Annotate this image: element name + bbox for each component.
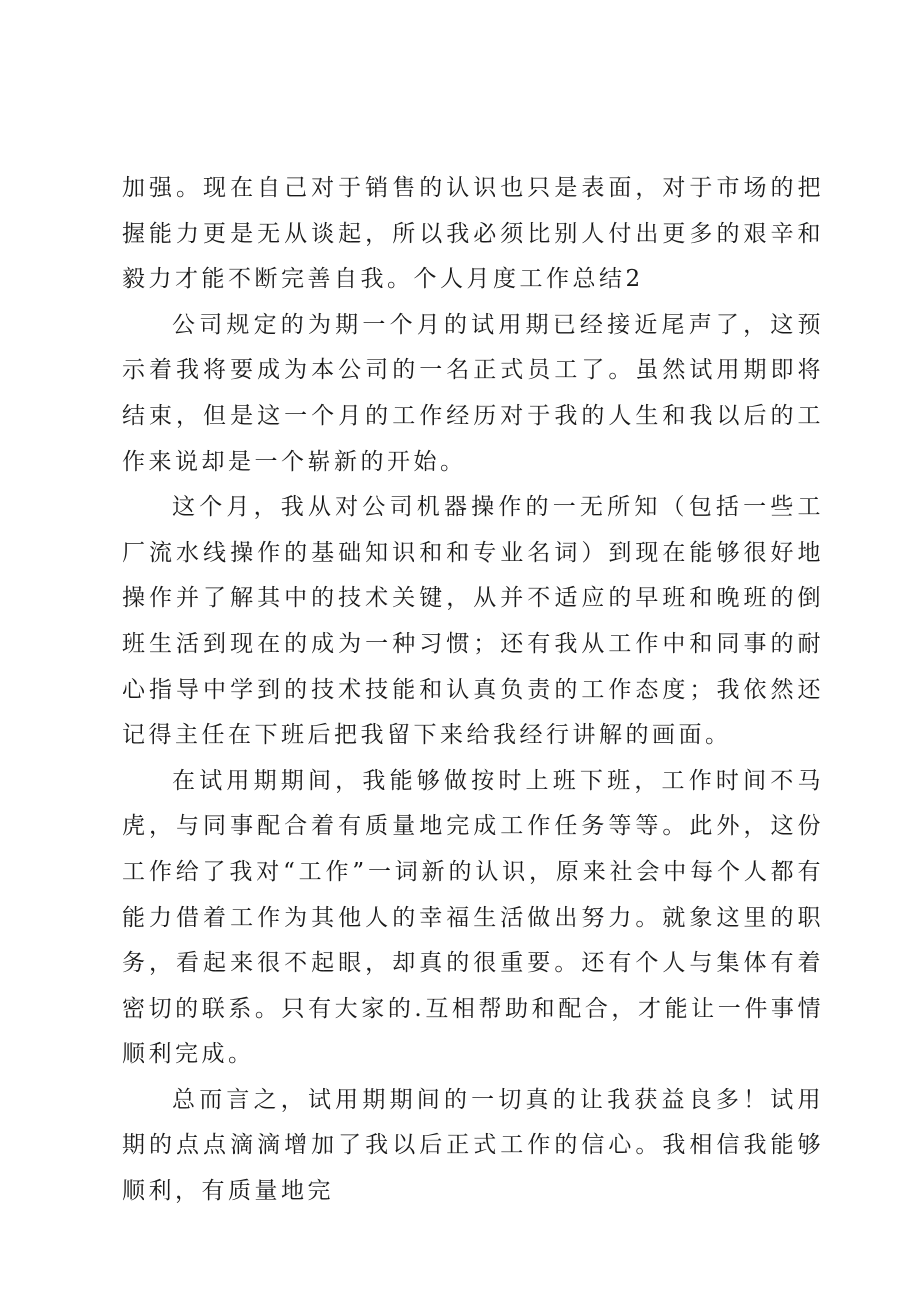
paragraph-1: 加强。现在自己对于销售的认识也只是表面，对于市场的把握能力更是无从谈起，所以我必须比别人付出更多的艰辛和毅力才能不断完善自我。个人月度工作总结2 — [122, 175, 824, 293]
paragraph-4: 在试用期期间，我能够做按时上班下班，工作时间不马虎，与同事配合着有质量地完成工作任务等等。此外，这份工作给了我对“工作”一词新的认识，原来社会中每个人都有能力借着工作为其他人的幸福生活做出努力。就象这里的职务，看起来很不起眼，却真的很重要。还有个人与集体有着密切的联系。只有大家的.互相帮助和配合，才能让一件事情顺利完成。 — [122, 767, 824, 1068]
document-body — [122, 166, 824, 1215]
paragraph-5: 总而言之，试用期期间的一切真的让我获益良多！试用期的点点滴滴增加了我以后正式工作的信心。我相信我能够顺利，有质量地完 — [122, 1086, 824, 1205]
paragraph-2: 公司规定的为期一个月的试用期已经接近尾声了，这预示着我将要成为本公司的一名正式员工了。虽然试用期即将结束，但是这一个月的工作经历对于我的人生和我以后的工作来说却是一个崭新的开始。 — [122, 311, 824, 475]
paragraph-3: 这个月，我从对公司机器操作的一无所知（包括一些工厂流水线操作的基础知识和和专业名词）到现在能够很好地操作并了解其中的技术关键，从并不适应的早班和晚班的倒班生活到现在的成为一种习惯；还有我从工作中和同事的耐心指导中学到的技术技能和认真负责的工作态度；我依然还记得主任在下班后把我留下来给我经行讲解的画面。 — [122, 494, 824, 749]
